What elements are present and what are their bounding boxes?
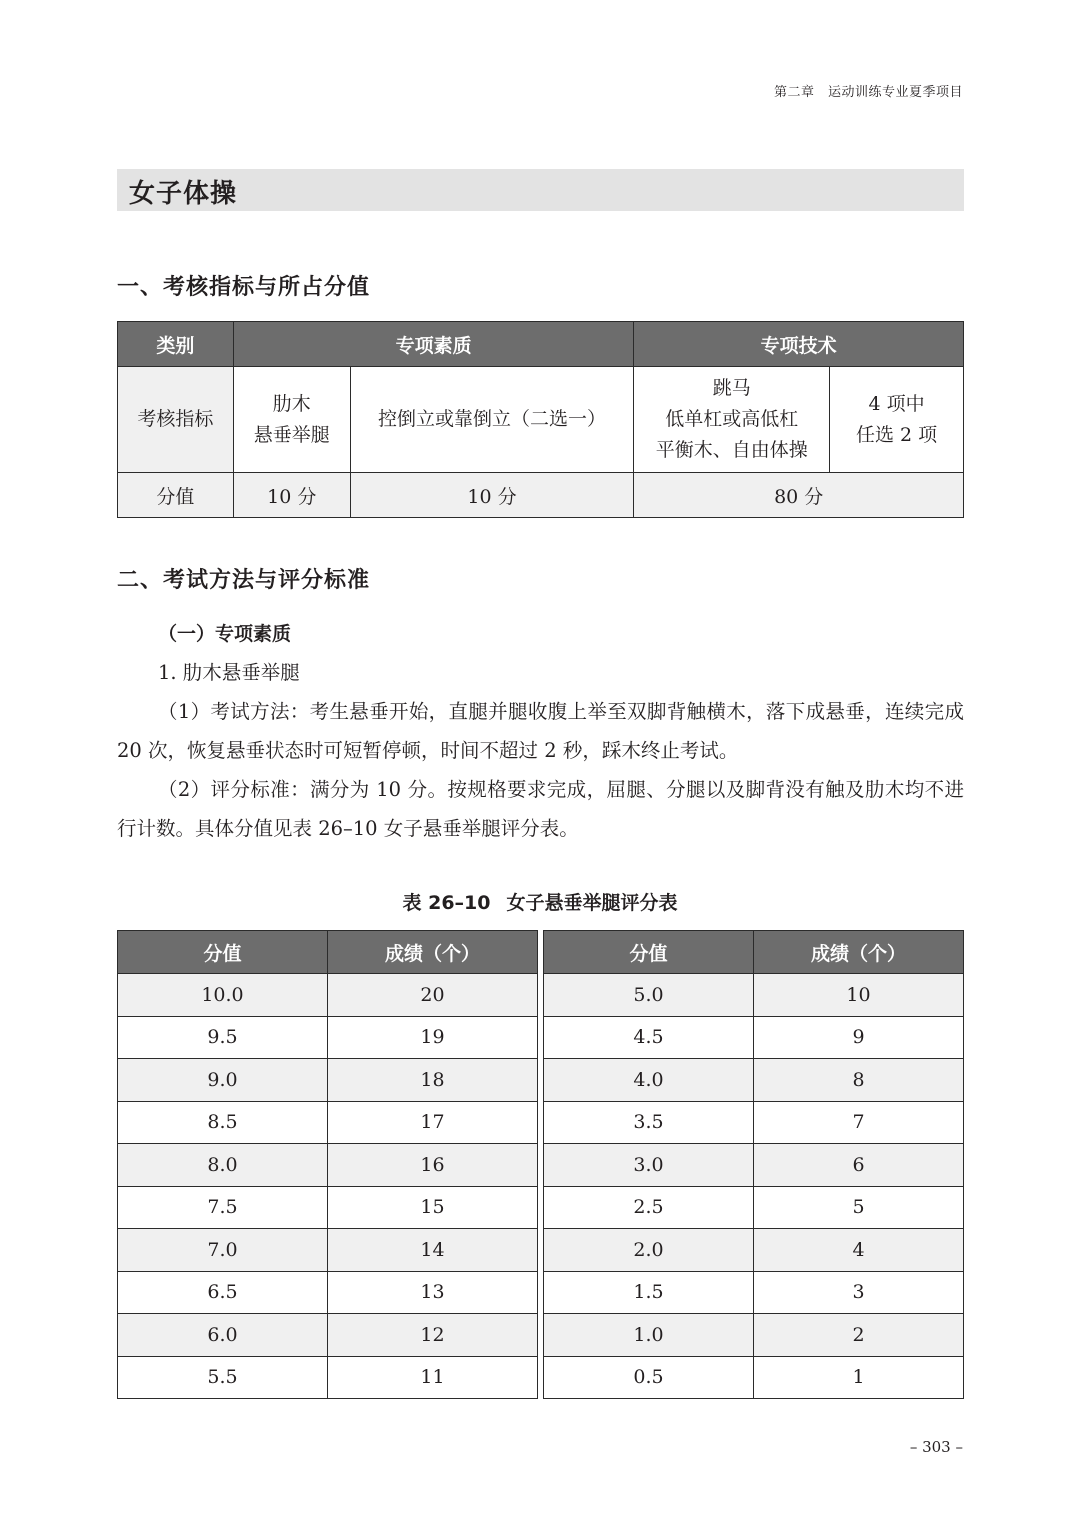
table-row: [118, 1356, 538, 1399]
result-cell: 18: [328, 1059, 538, 1102]
result-cell: 8: [754, 1059, 964, 1102]
table-row: [118, 1186, 538, 1229]
table-row: [544, 1229, 964, 1272]
score-cell: 4.0: [544, 1059, 754, 1102]
score-cell: 3.0: [544, 1144, 754, 1187]
score-cell: 2.5: [544, 1186, 754, 1229]
table-row: [118, 1229, 538, 1272]
cell-line: 悬垂举腿: [253, 423, 330, 446]
result-cell: 19: [328, 1016, 538, 1059]
paragraph-scoring: [117, 770, 964, 848]
score-table-header: [544, 931, 964, 974]
result-cell: 10: [754, 974, 964, 1017]
item-title: 1. 肋木悬垂举腿: [158, 661, 300, 684]
score-cell: 7.5: [118, 1186, 328, 1229]
table-row: [118, 974, 538, 1017]
score-cell: 6.5: [118, 1271, 328, 1314]
cell-line: 肋木: [272, 392, 311, 415]
cell-line: 平衡木、自由体操: [655, 439, 808, 461]
cell-rib-bar: [233, 367, 350, 473]
table-row: [544, 1059, 964, 1102]
table-caption: [0, 888, 1080, 915]
result-cell: 6: [754, 1144, 964, 1187]
score-cell: 1.5: [544, 1271, 754, 1314]
table-row: [118, 1271, 538, 1314]
score-cell: 5.5: [118, 1356, 328, 1399]
score-table-left: [117, 930, 538, 1399]
cell-handstand: 控倒立或靠倒立（二选一）: [350, 367, 634, 473]
result-cell: 15: [328, 1186, 538, 1229]
table-row: [544, 1144, 964, 1187]
subheading-special-quality: （一）专项素质: [158, 623, 292, 645]
running-header: 第二章 运动训练专业夏季项目: [773, 85, 963, 100]
result-cell: 5: [754, 1186, 964, 1229]
table-caption-number: 表 26–10: [402, 892, 491, 914]
score-cell: 2.0: [544, 1229, 754, 1272]
table-row: [544, 1271, 964, 1314]
result-cell: 9: [754, 1016, 964, 1059]
cell-apparatus: [634, 367, 830, 473]
paragraph-test-method: [117, 692, 964, 770]
paragraph-line: （2）评分标准：满分为 10 分。按规格要求完成，屈腿、分腿以及脚背没有触及肋木: [158, 778, 905, 801]
header-result: 成绩（个）: [754, 931, 964, 974]
result-cell: 2: [754, 1314, 964, 1357]
indicator-table: [117, 321, 964, 518]
row-label-scores: 分值: [118, 473, 234, 518]
heading-methods: 二、考试方法与评分标准: [117, 568, 371, 593]
header-result: 成绩（个）: [328, 931, 538, 974]
cell-score-quality-1: 10 分: [233, 473, 350, 518]
row-label-indicators: 考核指标: [118, 367, 234, 473]
score-cell: 8.5: [118, 1101, 328, 1144]
header-score: 分值: [118, 931, 328, 974]
paragraph-line: 均不进行计数。具体分值见表 26–10 女子悬垂举腿评分表。: [117, 778, 964, 840]
cell-line: 4 项中: [868, 392, 925, 415]
table-row: [544, 1314, 964, 1357]
score-cell: 10.0: [118, 974, 328, 1017]
score-cell: 6.0: [118, 1314, 328, 1357]
cell-line: 跳马: [712, 377, 751, 399]
score-cell: 9.0: [118, 1059, 328, 1102]
table-caption-title: 女子悬垂举腿评分表: [506, 892, 678, 914]
score-table-header: [118, 931, 538, 974]
score-cell: 8.0: [118, 1144, 328, 1187]
table-row: [118, 1016, 538, 1059]
score-cell: 3.5: [544, 1101, 754, 1144]
score-cell: 7.0: [118, 1229, 328, 1272]
row-scores: [118, 473, 964, 518]
cell-choose-two: [830, 367, 964, 473]
table-row: [118, 1144, 538, 1187]
table-row: [118, 1101, 538, 1144]
section-title: 女子体操: [129, 179, 238, 209]
heading-indicators: 一、考核指标与所占分值: [117, 275, 371, 300]
paragraph-line: 连续完成 20 次，恢复悬垂状态时可短暂停顿，时间不超过 2 秒，踩木终止考试。: [117, 700, 964, 762]
table-row: [118, 1059, 538, 1102]
result-cell: 20: [328, 974, 538, 1017]
header-score: 分值: [544, 931, 754, 974]
table-row: [544, 1016, 964, 1059]
score-cell: 4.5: [544, 1016, 754, 1059]
result-cell: 14: [328, 1229, 538, 1272]
result-cell: 1: [754, 1356, 964, 1399]
result-cell: 7: [754, 1101, 964, 1144]
score-cell: 1.0: [544, 1314, 754, 1357]
indicator-table-header: [118, 322, 964, 367]
cell-line: 低单杠或高低杠: [665, 408, 799, 430]
cell-score-quality-2: 10 分: [350, 473, 634, 518]
header-special-technique: 专项技术: [634, 322, 964, 367]
score-table-right: [543, 930, 964, 1399]
header-special-quality: 专项素质: [233, 322, 634, 367]
table-row: [118, 1314, 538, 1357]
cell-score-technique: 80 分: [634, 473, 964, 518]
header-category: 类别: [118, 322, 234, 367]
row-indicators: [118, 367, 964, 473]
result-cell: 13: [328, 1271, 538, 1314]
result-cell: 17: [328, 1101, 538, 1144]
result-cell: 11: [328, 1356, 538, 1399]
result-cell: 16: [328, 1144, 538, 1187]
score-cell: 0.5: [544, 1356, 754, 1399]
result-cell: 3: [754, 1271, 964, 1314]
table-row: [544, 1356, 964, 1399]
result-cell: 4: [754, 1229, 964, 1272]
score-cell: 9.5: [118, 1016, 328, 1059]
table-row: [544, 974, 964, 1017]
score-cell: 5.0: [544, 974, 754, 1017]
table-row: [544, 1101, 964, 1144]
section-banner: [117, 169, 964, 211]
paragraph-line: （1）考试方法：考生悬垂开始，直腿并腿收腹上举至双脚背触横木，落下成悬垂，: [158, 700, 885, 723]
page-number: – 303 –: [909, 1438, 963, 1456]
table-row: [544, 1186, 964, 1229]
cell-line: 任选 2 项: [855, 423, 938, 446]
result-cell: 12: [328, 1314, 538, 1357]
